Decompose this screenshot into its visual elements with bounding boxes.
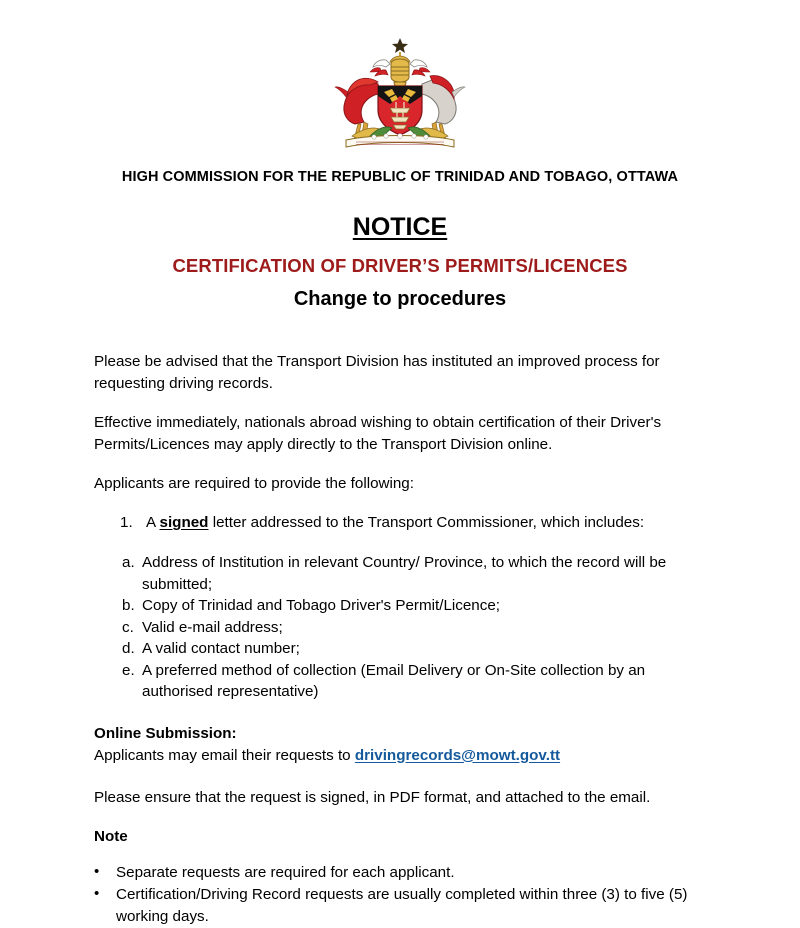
crest-container <box>0 36 800 152</box>
list-item <box>94 595 706 617</box>
list-item-emphasis: signed <box>159 514 209 531</box>
list-item-text: A preferred method of collection (Email Delivery or On-Site collection by an authorised representative) <box>142 661 646 700</box>
body-paragraph-3: Applicants are required to provide the following: <box>94 475 414 492</box>
page-title: NOTICE <box>352 213 448 241</box>
document-body <box>94 351 706 928</box>
bullet-icon: • <box>94 884 100 902</box>
document-subtitle: CERTIFICATION OF DRIVER’S PERMITS/LICENCES <box>172 255 628 276</box>
list-item <box>94 512 706 534</box>
list-item-text: A valid contact number; <box>142 640 300 657</box>
list-item <box>94 660 706 703</box>
list-marker: 1. <box>120 514 133 531</box>
list-item <box>94 617 706 639</box>
list-item-suffix: letter addressed to the Transport Commissioner, which includes: <box>208 514 645 531</box>
requirements-lettered-list <box>94 552 706 703</box>
coat-of-arms-icon <box>334 36 466 152</box>
submission-closing-note: Please ensure that the request is signed, in PDF format, and attached to the email. <box>94 788 651 806</box>
list-marker: a. <box>122 554 135 571</box>
list-marker: e. <box>122 661 135 679</box>
body-paragraph-2: Effective immediately, nationals abroad wishing to obtain certification of their Driver's Permits/Licences may apply directly to the Transport Division online. <box>94 414 662 453</box>
list-item-text: Copy of Trinidad and Tobago Driver's Permit/Licence; <box>142 597 501 614</box>
list-item <box>94 884 706 928</box>
list-item-text: Valid e-mail address; <box>142 618 283 636</box>
list-marker: c. <box>122 618 134 636</box>
email-link[interactable]: drivingrecords@mowt.gov.tt <box>354 746 561 764</box>
list-item-text: Address of Institution in relevant Country/ Province, to which the record will be submitted; <box>142 554 667 593</box>
list-item <box>94 552 706 595</box>
list-marker: b. <box>122 597 135 614</box>
body-paragraph-1: Please be advised that the Transport Division has instituted an improved process for requesting driving records. <box>94 353 660 392</box>
organization-header: HIGH COMMISSION FOR THE REPUBLIC OF TRINIDAD AND TOBAGO, OTTAWA <box>121 169 679 185</box>
online-submission-leadin: Applicants may email their requests to <box>94 746 355 764</box>
note-item-text: Separate requests are required for each applicant. <box>116 863 455 881</box>
document-subheading: Change to procedures <box>293 288 507 310</box>
list-item <box>94 862 706 884</box>
requirements-numbered-list <box>94 512 706 534</box>
online-submission-heading: Online Submission: <box>94 724 237 742</box>
list-item-prefix: A <box>146 514 160 531</box>
bullet-icon: • <box>94 862 100 880</box>
list-item <box>94 638 706 660</box>
note-item-text: Certification/Driving Record requests are usually completed within three (3) to five (5) working days. <box>116 885 688 925</box>
online-submission-line <box>94 745 706 767</box>
list-marker: d. <box>122 640 135 657</box>
note-bullet-list <box>94 862 706 928</box>
note-heading: Note <box>94 827 128 845</box>
